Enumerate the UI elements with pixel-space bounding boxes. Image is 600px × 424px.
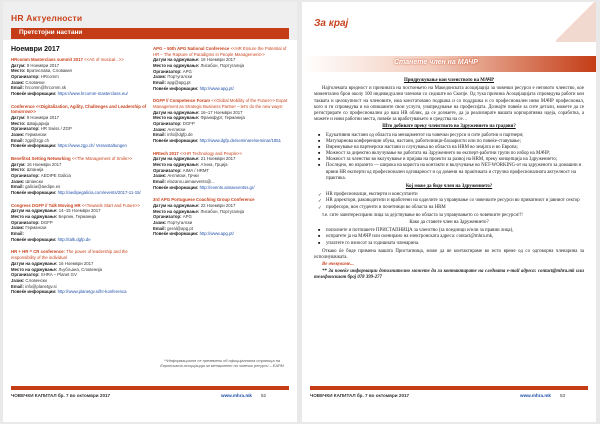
detail-value: Франкфурт, Германија (200, 115, 245, 121)
event-link[interactable]: http://events.aimaeventss.gr/ (199, 184, 255, 190)
detail-value: Лисабон, Португалија (200, 208, 244, 214)
closing-line: Ве очекуваме... (322, 262, 354, 268)
detail-label: Организатор: (11, 173, 40, 179)
footer-site-link[interactable]: www.mhra.mk (520, 393, 551, 398)
contact-paragraph: ** За повеќе информации дополнително можете да ги контактирате на следната e-mail адреса: contact@mhra.mk или телефонскиот број 078 399-277 (314, 269, 584, 281)
right-footer (302, 386, 596, 422)
left-page (3, 2, 297, 422)
source-note: **Информациите се преземени од официјалната страница на Европската асоцијација за менаџмент на човечки ресурси – EAPM (160, 358, 284, 369)
detail-value[interactable]: galicia@aedipe.es (25, 184, 61, 190)
link-label: Повеќе информации: (11, 143, 57, 149)
left-page-header (3, 2, 297, 40)
detail-value: 9 Ноември 2017 (26, 62, 60, 68)
footer-pub-date: во октомври 2017 (69, 393, 111, 398)
detail-label: Јазик: (11, 225, 25, 231)
detail-label: Датум на одржување: (11, 208, 58, 214)
footer-publication (11, 393, 110, 398)
detail-label: Email: (11, 231, 24, 237)
event-link[interactable]: http://aedipegalicia.com/events/2017-11-15/ (57, 190, 141, 196)
event-item (11, 104, 151, 149)
month-heading: Ноември 2017 (11, 46, 60, 53)
detail-value: 21 Ноември 2017 (200, 156, 236, 162)
event-subtitle: <<Towards Start and Future>> (81, 202, 141, 208)
detail-label: Датум: (11, 161, 26, 167)
list-item: ■ уплатете го износот за годишната членарина. (318, 241, 584, 247)
detail-value: 14–15 Ноември 2017 (58, 208, 101, 214)
detail-label: Јазик: (11, 132, 25, 138)
event-link-row (153, 138, 293, 144)
list-item: ■ Вмрежување на партнерски настани и случувања во областа на HRM во земјата и во Европа; (318, 145, 584, 151)
detail-value: 16 Ноември 2017 (200, 57, 236, 63)
detail-value: Берлин, Германија (58, 214, 96, 220)
detail-value: Германски (25, 225, 47, 231)
detail-label: Email: (11, 283, 24, 289)
howto-list (314, 228, 584, 247)
benefits-list (314, 133, 584, 183)
link-label: Повеќе информации: (153, 85, 199, 91)
event-link-row (11, 91, 151, 97)
link-label: Повеќе информации: (11, 236, 57, 242)
link-label: Повеќе информации: (11, 91, 57, 97)
event-item (153, 151, 293, 191)
event-link[interactable]: http://talk.dgfp.de (57, 236, 91, 242)
detail-label: Организатор: (11, 126, 40, 132)
detail-value[interactable]: zgp@zgp.ch (25, 137, 50, 143)
section-title: HR Актуелности (11, 13, 83, 23)
event-subtitle: <<HR Technology and People>> (180, 150, 243, 156)
event-title[interactable] (153, 46, 293, 57)
event-item (11, 57, 151, 97)
footer-bar (310, 386, 588, 390)
event-title-text: HR + HR = CR conference: (11, 249, 65, 255)
event-link[interactable]: http://www.apg.pt/ (199, 85, 234, 91)
detail-value: DGFP (40, 219, 53, 225)
detail-label: Место: (11, 68, 26, 74)
detail-value[interactable]: elazarou.aimaevents@... (167, 179, 215, 185)
detail-value: Шпански (25, 178, 43, 184)
event-title[interactable] (11, 249, 151, 260)
section-title: За крај (314, 18, 349, 29)
events-body (3, 46, 297, 378)
detail-label: Датум на одржување: (11, 260, 58, 266)
list-item: ■ Матуларнова конференции обука, настани, работилници-базааристи или по повеќе-ставување; (318, 139, 584, 145)
corner-decoration (556, 2, 596, 42)
event-link[interactable]: https://www.zgp.ch/ Veranstaltungen (57, 143, 127, 149)
detail-value: 16 Ноември 2017 (26, 161, 62, 167)
detail-value: Шпанија (26, 167, 44, 173)
detail-value[interactable]: info@dgfp.de (167, 132, 193, 138)
detail-value: Атина, Грција (200, 162, 228, 168)
list-item: ■ Можност за директно вклучување во работата на Здружението во експерт-работни групи по избор на МАЧР; (318, 151, 584, 157)
detail-value: Лисабон, Португалија (200, 63, 244, 69)
detail-value: HRcomm (40, 74, 59, 80)
howto-heading: Како да станете член на Здружението? (409, 219, 489, 225)
detail-value: SHRA – Planet GV (40, 272, 77, 278)
detail-label: Email: (153, 225, 166, 231)
subsection-title: Претстојни настани (19, 29, 83, 36)
detail-value: Словачки (25, 79, 45, 85)
detail-value: AEDIPE Galicia (40, 173, 71, 179)
detail-label: Јазик: (153, 220, 167, 226)
event-subtitle: <<HR Ensure the Potential of HR – The Rapture of Paradigms in People Management>> (153, 46, 287, 57)
detail-value: Швајцарија (26, 120, 50, 126)
event-title[interactable] (11, 104, 151, 115)
page-number: 52 (261, 393, 267, 398)
detail-label: Email: (11, 137, 24, 143)
detail-label: Место на одржување: (153, 63, 200, 69)
detail-label: Јазик: (153, 74, 167, 80)
event-title-text: Conference <<Digitalization, Agility, Challenges and Leadership of tomorrow>> (11, 103, 147, 115)
detail-label: Датум: (11, 115, 26, 121)
detail-label: Место на одржување: (11, 214, 58, 220)
detail-label: Email: (153, 179, 166, 185)
link-label: Повеќе информации: (153, 184, 199, 190)
event-link[interactable]: http://www.planetgv.si/hr-konferenca (57, 289, 127, 295)
membership-article (314, 77, 584, 383)
event-link-row (11, 190, 151, 196)
event-title-text: HRcomm Masterclass summit 2017 (11, 57, 83, 62)
detail-value: Словенски (25, 277, 47, 283)
detail-value: 22 Ноември 2017 (200, 203, 236, 209)
event-subtitle: <<Global Mobility of the Future>> Expat Management as Strategic Business Partner – let's do the new ways! (153, 98, 288, 110)
detail-label: Јазик: (11, 178, 25, 184)
event-title-text: Benefits4 Setting Networking (11, 156, 71, 162)
detail-value: Португалски (167, 220, 193, 226)
detail-value: APG (182, 214, 192, 220)
detail-label: Место на одржување: (153, 115, 200, 121)
event-item (11, 203, 151, 243)
detail-label: Место на одржување: (153, 208, 200, 214)
event-item (153, 98, 293, 143)
link-label: Повеќе информации: (153, 138, 199, 144)
detail-value: Португалски (167, 74, 193, 80)
footer-pub-name: ЧОВЕЧКИ КАПИТАЛ бр. 7 (11, 393, 70, 398)
event-title-text: HRtech 2017 (153, 150, 179, 156)
detail-label: Датум на одржување: (153, 109, 200, 115)
detail-value[interactable]: apg@apg.pt (167, 80, 191, 86)
detail-label: Организатор: (153, 167, 182, 173)
event-title-text: 3rd APG Portuguese Coaching Group Conference (153, 197, 255, 203)
footer-site-link[interactable]: www.mhra.mk (221, 393, 252, 398)
event-subtitle: <<The Management of Smile>> (71, 156, 133, 162)
eligibility-list (314, 192, 584, 211)
link-label: Повеќе информации: (11, 190, 57, 196)
event-link-row (11, 237, 151, 243)
benefits-heading: Што добивате преку членството во Здружението на градови? (382, 124, 516, 130)
detail-label: Датум на одржување: (153, 203, 200, 209)
detail-value: HR Swiss / ZGP (40, 126, 72, 132)
detail-label: Датум: (11, 62, 26, 68)
event-item (11, 249, 151, 294)
detail-label: Email: (153, 132, 166, 138)
detail-label: Email: (11, 184, 24, 190)
event-title-text: Congress DGFP // Talk Moving HR (11, 202, 81, 208)
footer-bar (11, 386, 289, 390)
detail-value: Братислава, Словакия (26, 68, 72, 74)
membership-band (302, 56, 596, 72)
detail-label: Место на одржување: (153, 162, 200, 168)
detail-label: Email: (11, 85, 24, 91)
detail-value: Англиски, Грчки (167, 173, 199, 179)
detail-label: Email: (153, 80, 166, 86)
list-item: ■ Можност за членство во вклучување и пријава на проекти за развој на HRM, преку концепција на Здружението; (318, 157, 584, 163)
footer-publication: ЧОВЕЧКИ КАПИТАЛ бр. 7 во октомври 2017 (310, 393, 410, 398)
event-link-row (153, 86, 293, 92)
list-item: ✓ HR директори, раководители и вработени на одделите за управување со човечките ресурси во приватниот и јавниот сектор (318, 198, 584, 204)
event-item (153, 197, 293, 237)
detail-label: Јазик: (153, 173, 167, 179)
events-column-1 (11, 46, 151, 376)
event-title[interactable] (153, 98, 293, 109)
detail-label: Место: (11, 120, 26, 126)
event-link-row (11, 143, 151, 149)
subsection-bar (11, 28, 289, 39)
event-link-row (11, 289, 151, 295)
event-link[interactable]: http://www.dgfp.de/seminare/seminar/1851 (199, 138, 282, 144)
event-subtitle: <<Art of musical...>> (84, 57, 124, 62)
detail-label: Место: (11, 167, 26, 173)
detail-value[interactable]: info@planetgv.si (25, 283, 57, 289)
right-page-header (302, 2, 596, 42)
detail-label: Организатор: (11, 272, 40, 278)
detail-label: Јазик: (11, 79, 25, 85)
detail-label: Организатор: (11, 74, 40, 80)
detail-label: Јазик: (11, 277, 25, 283)
event-link[interactable]: https://www.hrcomm-masterclass.eu/ (57, 91, 128, 97)
list-item: ■ пополнете и потпишете ПРИСТАПНИЦА за членство (за поединци и/или за правни лица), (318, 228, 584, 234)
list-item: ■ Едукативни настани од областа на менаџментот на човечки ресурси и сите работни и партнери; (318, 133, 584, 139)
link-label: Повеќе информации: (11, 289, 57, 295)
detail-label: Датум на одржување: (153, 57, 200, 63)
list-item: ✓ професори, вон студенти и почетници во областа на HRM (318, 205, 584, 211)
detail-value[interactable]: hrcomm@hrcomm.sk (25, 85, 66, 91)
event-item (153, 46, 293, 91)
detail-label: Организатор: (153, 214, 182, 220)
events-column-2 (153, 46, 293, 376)
event-link-row (153, 231, 293, 237)
left-footer (3, 386, 297, 422)
detail-label: Организатор: (153, 121, 182, 127)
detail-label: Место на одржување: (11, 266, 58, 272)
intro-paragraph: Најголемата вредност и причината на постоењето на Македонската асоцијација за човечки ресурси е неговото членство, кое моментално брои околу 100 индивидуални членови со седиште во Скопје. Од тука причина Асоцијацијата спроведува работи кон таквата и целокупност на членовите, има констатовано подршка и со поддршка и со професионален ниво МАЧР професионал, кого и ги спроведува и на опишаните свои услуги, унапредување на професијата. Дознајте повеќе за сите детали, можете да се регистрирате со професионални до ваш HR облик, да се дознаете, да ја реализирате вашата корпоративна идеја, соработка, а можете и нови работни места, повеќе за вработувањето и средства на се… (314, 86, 584, 123)
event-title-text: APG – 50th APG National Conference (153, 46, 230, 51)
detail-value: 9 Ноември 2017 (26, 115, 60, 121)
list-item: ■ испратете ја на МАЧР или скенирано на електронската адреса: contact@mhra.mk, (318, 234, 584, 240)
event-title-text: DGFP // Competence Forum (153, 98, 210, 104)
detail-label: Организатор: (11, 219, 40, 225)
detail-label: Датум на одржување: (153, 156, 200, 162)
band-title: Станете член на МАЧР (394, 59, 478, 66)
event-item (11, 156, 151, 196)
article-heading: Придружување кон членството на МАЧР (403, 78, 495, 83)
detail-label: Јазик: (153, 126, 167, 132)
application-paragraph: Откако ќе биде примена вашата Пристапница, може да ве контактираме во исто време од со одговорна членарина за исполнувачката. (314, 248, 584, 260)
detail-value: AIMA / HRMT (182, 167, 210, 173)
event-subtitle: The power of leadership and the responsibility of the individual (11, 249, 128, 261)
list-item: ✓ HR професионалци, експерти и консултанти (318, 192, 584, 198)
event-link[interactable]: http://www.apg.pt/ (199, 231, 234, 237)
detail-value: DGFP (182, 121, 195, 127)
eligibility-paragraph: т.е. сите заинтересирани лица за дејствување во областа за управувањето со човечките ресурси!!! (322, 212, 523, 218)
detail-value: Љубљана, Словенија (58, 266, 102, 272)
detail-value[interactable]: geral@apg.pt (167, 225, 193, 231)
event-link-row (153, 185, 293, 191)
detail-value: APG (182, 68, 192, 74)
detail-value: Германски (25, 132, 47, 138)
detail-label: Организатор: (153, 68, 182, 74)
right-page (302, 2, 596, 422)
page-number: 53 (560, 393, 566, 398)
link-label: Повеќе информации: (153, 231, 199, 237)
detail-value: Англиски (167, 126, 186, 132)
eligibility-heading: Кој може да биде член на Здружението? (405, 184, 493, 189)
detail-value: 16 Ноември 2017 (58, 260, 94, 266)
detail-value: 16–17 Ноември 2017 (200, 109, 243, 115)
list-item: ■ Последно, но изразито — широкa на користа на контакти и вклучување во NET-WORKING-от на здруженото за домашни и врвни HR експерти од професионален одговарност и од домени на практиката и стручна професионалната актуелност на практика. (318, 163, 584, 182)
